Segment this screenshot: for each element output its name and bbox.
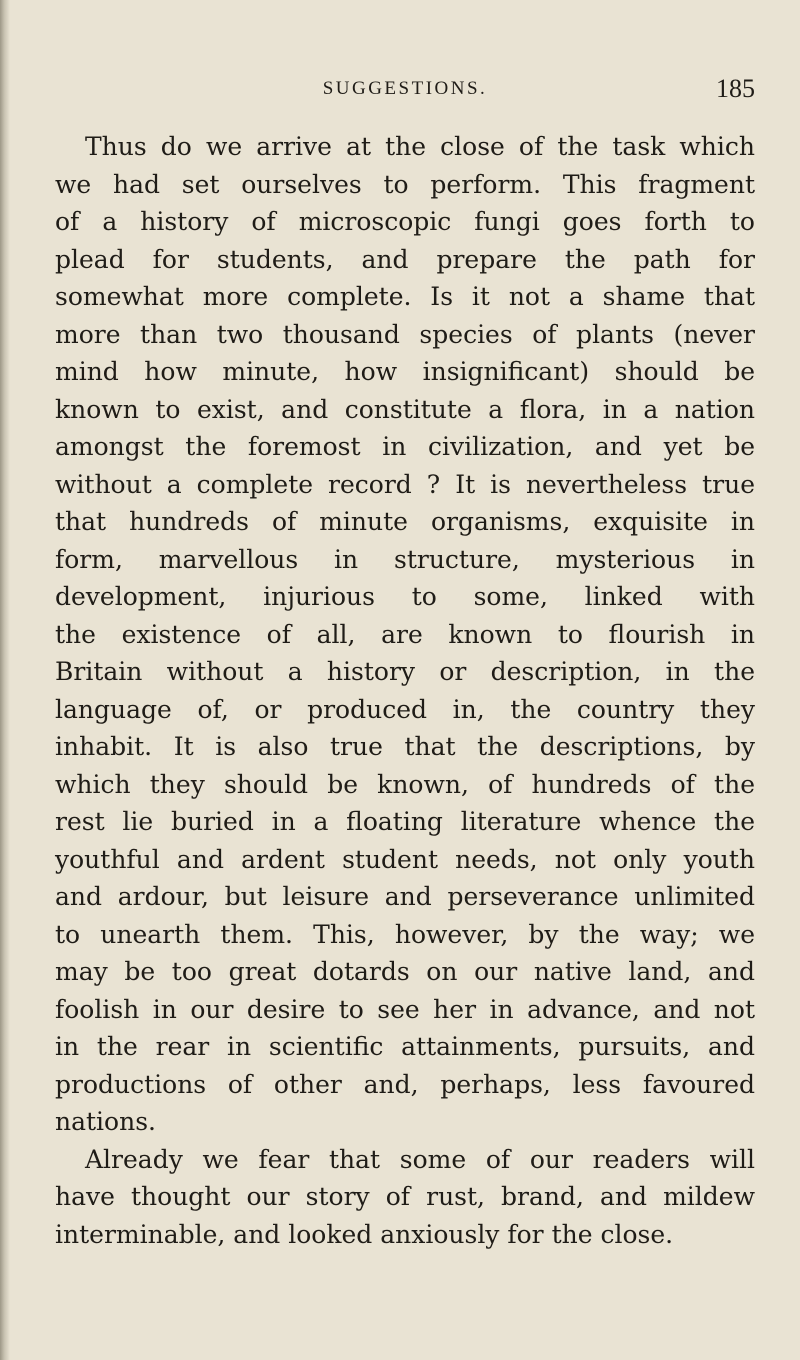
body-text [55,128,755,1253]
paragraph-1-line-25: in the rear in scientific attainments, pursuits, and [55,1032,755,1061]
paragraph-1-line-4: plead for students, and prepare the path for [55,244,755,274]
page-spine-shadow [0,0,10,1360]
paragraph-1-line-6: more than two thousand species of plants (never [55,319,755,349]
paragraph-1-line-24: foolish in our desire to see her in advance, and not [55,994,755,1024]
paragraph-1-line-17: inhabit. It is also true that the descriptions, by [55,732,755,761]
paragraph-1-line-14: the existence of all, are known to flourish in [55,619,755,649]
paragraph-1-line-19: rest lie buried in a floating literature whence the [55,807,755,836]
paragraph-1-line-15: Britain without a history or description, in the [55,657,755,686]
paragraph-1-line-5: somewhat more complete. Is it not a shame that [55,282,755,311]
paragraph-1-line-20: youthful and ardent student needs, not only youth [55,844,755,874]
paragraph-1-line-21: and ardour, but leisure and perseverance unlimited [55,882,755,911]
paragraph-2-line-1: Already we fear that some of our readers will [85,1144,755,1174]
paragraph-1-line-23: may be too great dotards on our native land, and [55,957,755,986]
paragraph-1-line-7: mind how minute, how insignificant) should be [55,357,755,386]
paragraph-1-line-10: without a complete record ? It is nevertheless true [55,469,755,499]
paragraph-1-line-16: language of, or produced in, the country they [55,694,755,724]
running-head-title: SUGGESTIONS. [322,78,488,99]
paragraph-1-line-1: Thus do we arrive at the close of the task which [85,132,755,161]
paragraph-1-line-2: we had set ourselves to perform. This fragment [55,169,755,199]
paragraph-2-line-3: interminable, and looked anxiously for the close. [55,1219,674,1249]
paragraph-1-line-27: nations. [55,1107,156,1136]
paragraph-1-line-8: known to exist, and constitute a flora, in a nation [55,394,755,424]
paragraph-1-line-13: development, injurious to some, linked with [55,582,755,611]
paragraph-1-line-9: amongst the foremost in civilization, and yet be [55,432,755,461]
paragraph-2-line-2: have thought our story of rust, brand, and mildew [55,1182,755,1211]
paragraph-1-line-18: which they should be known, of hundreds of the [55,769,755,799]
paragraph-1-line-12: form, marvellous in structure, mysterious in [55,544,755,574]
paragraph-1-line-22: to unearth them. This, however, by the way; we [55,919,755,949]
running-head [55,74,755,108]
page-number: 185 [716,74,755,103]
paragraph-1-line-3: of a history of microscopic fungi goes forth to [55,207,755,236]
paragraph-1-line-11: that hundreds of minute organisms, exquisite in [55,507,755,536]
paragraph-1-line-26: productions of other and, perhaps, less favoured [55,1069,755,1099]
